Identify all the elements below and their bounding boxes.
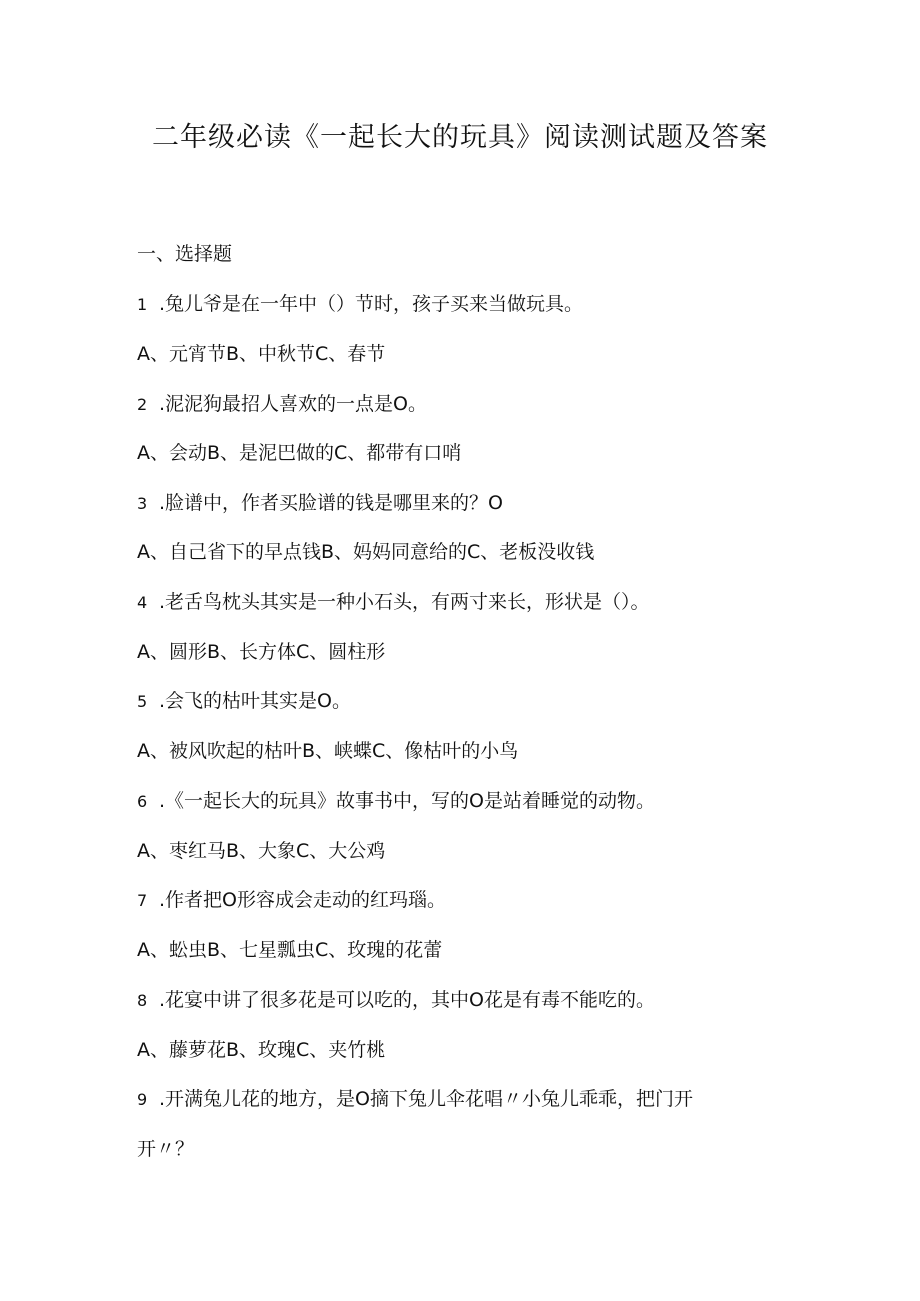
question-7-options: A、蚣虫B、七星瓢虫C、玫瑰的花蕾 [137,939,443,961]
question-8 [137,986,837,1015]
question-text: .花宴中讲了很多花是可以吃的，其中O花是有毒不能吃的。 [159,989,655,1011]
question-number: 2 [137,395,148,414]
question-text: .《一起长大的玩具》故事书中，写的O是站着睡觉的动物。 [159,790,655,812]
section-heading: 一、选择题 [137,243,233,265]
question-4-options: A、圆形B、长方体C、圆柱形 [137,641,386,663]
question-number: 7 [137,891,148,910]
question-1 [137,290,837,319]
question-number: 3 [137,494,148,513]
question-2-options: A、会动B、是泥巴做的C、都带有口哨 [137,442,462,464]
question-text: .作者把O形容成会走动的红玛瑙。 [159,889,446,911]
question-5 [137,687,837,716]
document-title: 二年级必读《一起长大的玩具》阅读测试题及答案 [152,122,768,153]
question-text: .兔儿爷是在一年中（）节时，孩子买来当做玩具。 [159,293,584,315]
question-text: .开满兔儿花的地方，是O摘下兔儿伞花唱〃小兔儿乖乖，把门开 [159,1088,693,1110]
question-text: .老舌鸟枕头其实是一种小石头，有两寸来长，形状是（）。 [159,591,650,613]
question-text: .泥泥狗最招人喜欢的一点是O。 [159,393,427,415]
question-9 [137,1085,837,1114]
question-number: 5 [137,692,148,711]
question-number: 4 [137,593,148,612]
question-6-options: A、枣红马B、大象C、大公鸡 [137,840,386,862]
question-7 [137,886,837,915]
question-number: 6 [137,792,148,811]
question-3 [137,489,837,518]
question-5-options: A、被风吹起的枯叶B、峡蝶C、像枯叶的小鸟 [137,740,519,762]
question-number: 9 [137,1090,148,1109]
question-4 [137,588,837,617]
question-8-options: A、藤萝花B、玫瑰C、夹竹桃 [137,1039,386,1061]
question-6 [137,787,837,816]
question-3-options: A、自己省下的早点钱B、妈妈同意给的C、老板没收钱 [137,541,595,563]
question-1-options: A、元宵节B、中秋节C、春节 [137,343,386,365]
question-number: 1 [137,295,148,314]
question-text: .脸谱中，作者买脸谱的钱是哪里来的？O [159,492,503,514]
question-9-continuation: 开〃？ [137,1138,195,1160]
question-text: .会飞的枯叶其实是O。 [159,690,351,712]
question-2 [137,390,837,419]
question-number: 8 [137,991,148,1010]
